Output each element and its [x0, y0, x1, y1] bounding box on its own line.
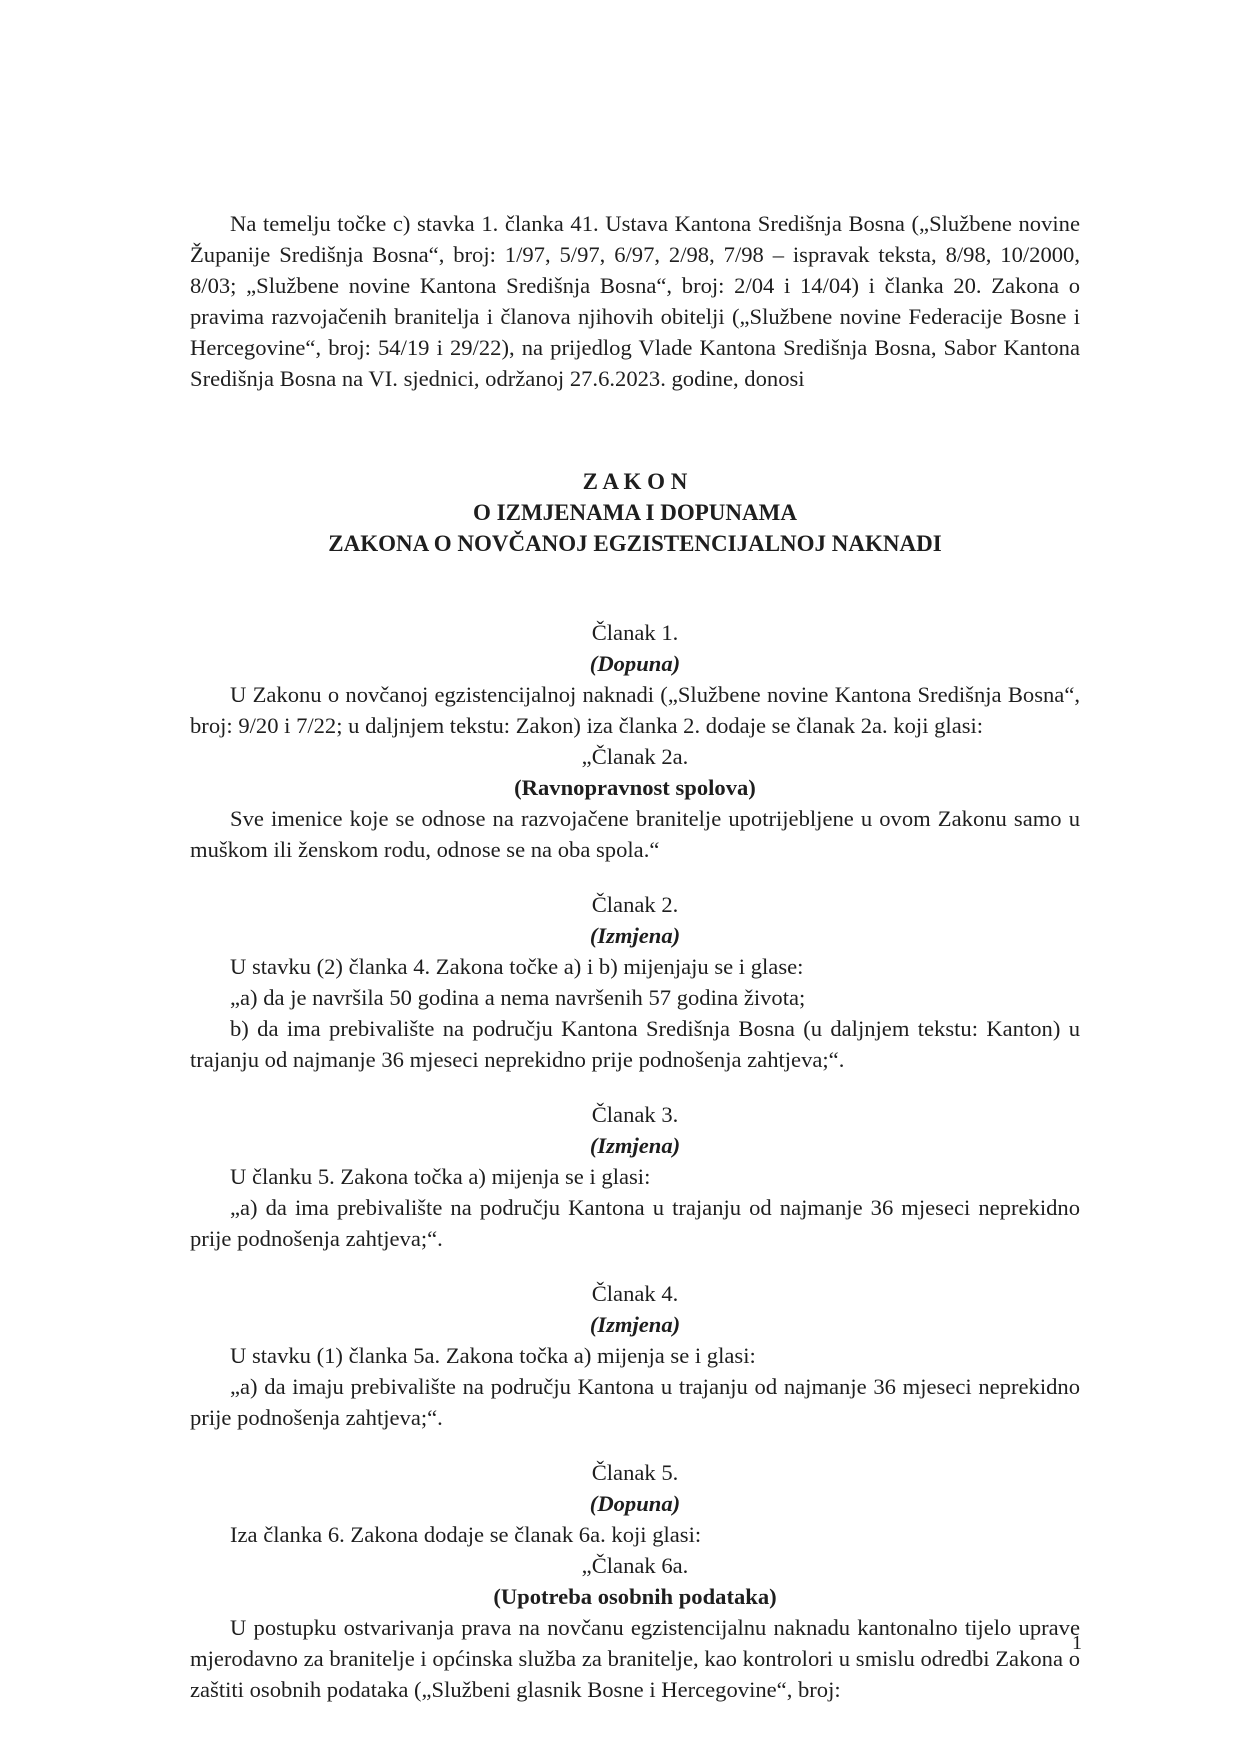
inserted-article-subheading: (Ravnopravnost spolova) [514, 775, 756, 800]
article-paragraph: U stavku (2) članka 4. Zakona točke a) i b) mijenjaju se i glase: [230, 954, 804, 979]
title-line-3: ZAKONA O NOVČANOJ EGZISTENCIJALNOJ NAKNADI [328, 531, 942, 556]
article-heading: Članak 1. [591, 620, 679, 645]
article-paragraph: „a) da ima prebivalište na području Kantona u trajanju od najmanje 36 mjeseci neprekidno prije podnošenja zahtjeva;“. [190, 1195, 1080, 1251]
article-heading: Članak 3. [591, 1102, 679, 1127]
article-paragraph: „a) da imaju prebivalište na području Kantona u trajanju od najmanje 36 mjeseci neprekidno prije podnošenja zahtjeva;“. [190, 1374, 1080, 1430]
article-subheading: (Izmjena) [589, 1312, 681, 1337]
article-paragraph: „a) da je navršila 50 godina a nema navršenih 57 godina života; [230, 985, 806, 1010]
article-paragraph: Sve imenice koje se odnose na razvojačene branitelje upotrijebljene u ovom Zakonu samo u muškom ili ženskom rodu, odnose se na oba spola.“ [190, 806, 1080, 862]
article-subheading: (Izmjena) [589, 1133, 681, 1158]
law-title [190, 466, 1080, 559]
article-paragraph: Iza članka 6. Zakona dodaje se članak 6a. koji glasi: [230, 1522, 702, 1547]
title-line-2: O IZMJENAMA I DOPUNAMA [473, 500, 797, 525]
inserted-article-heading: „Članak 2a. [581, 744, 689, 769]
article-heading: Članak 4. [591, 1281, 679, 1306]
page-number: 1 [1072, 1632, 1082, 1654]
title-line-1: Z A K O N [582, 469, 688, 494]
article-4 [190, 1278, 1080, 1433]
article-paragraph: U Zakonu o novčanoj egzistencijalnoj naknadi („Službene novine Kantona Središnja Bosna“, broj: 9/20 i 7/22; u daljnjem tekstu: Zakon) iza članka 2. dodaje se članak 2a. koji glasi: [190, 682, 1080, 738]
article-paragraph: b) da ima prebivalište na području Kantona Središnja Bosna (u daljnjem tekstu: Kanton) u trajanju od najmanje 36 mjeseci neprekidno prije podnošenja zahtjeva;“. [190, 1016, 1080, 1072]
article-heading: Članak 5. [591, 1460, 679, 1485]
article-5 [190, 1457, 1080, 1705]
article-2 [190, 889, 1080, 1075]
document-body [190, 208, 1080, 1705]
inserted-article-heading: „Članak 6a. [581, 1553, 689, 1578]
article-1 [190, 617, 1080, 865]
article-paragraph: U postupku ostvarivanja prava na novčanu egzistencijalnu naknadu kantonalno tijelo uprave mjerodavno za branitelje i općinska služba za branitelje, kao kontrolori u smislu odredbi Zakona o zaštiti osobnih podataka („Službeni glasnik Bosne i Hercegovine“, broj: [190, 1615, 1080, 1702]
article-paragraph: U stavku (1) članka 5a. Zakona točka a) mijenja se i glasi: [230, 1343, 756, 1368]
article-heading: Članak 2. [591, 892, 679, 917]
article-paragraph: U članku 5. Zakona točka a) mijenja se i glasi: [230, 1164, 651, 1189]
inserted-article-subheading: (Upotreba osobnih podataka) [493, 1584, 777, 1609]
article-subheading: (Dopuna) [589, 651, 681, 676]
article-3 [190, 1099, 1080, 1254]
intro-paragraph: Na temelju točke c) stavka 1. članka 41. Ustava Kantona Središnja Bosna („Službene novine Županije Središnja Bosna“, broj: 1/97, 5/97, 6/97, 2/98, 7/98 – ispravak teksta, 8/98, 10/2000, 8/03; „Službene novine Kantona Središnja Bosna“, broj: 2/04 i 14/04) i članka 20. Zakona o pravima razvojačenih branitelja i članova njihovih obitelji („Službene novine Federacije Bosne i Hercegovine“, broj: 54/19 i 29/22), na prijedlog Vlade Kantona Središnja Bosna, Sabor Kantona Središnja Bosna na VI. sjednici, održanoj 27.6.2023. godine, donosi [190, 211, 1080, 391]
article-subheading: (Dopuna) [589, 1491, 681, 1516]
article-subheading: (Izmjena) [589, 923, 681, 948]
